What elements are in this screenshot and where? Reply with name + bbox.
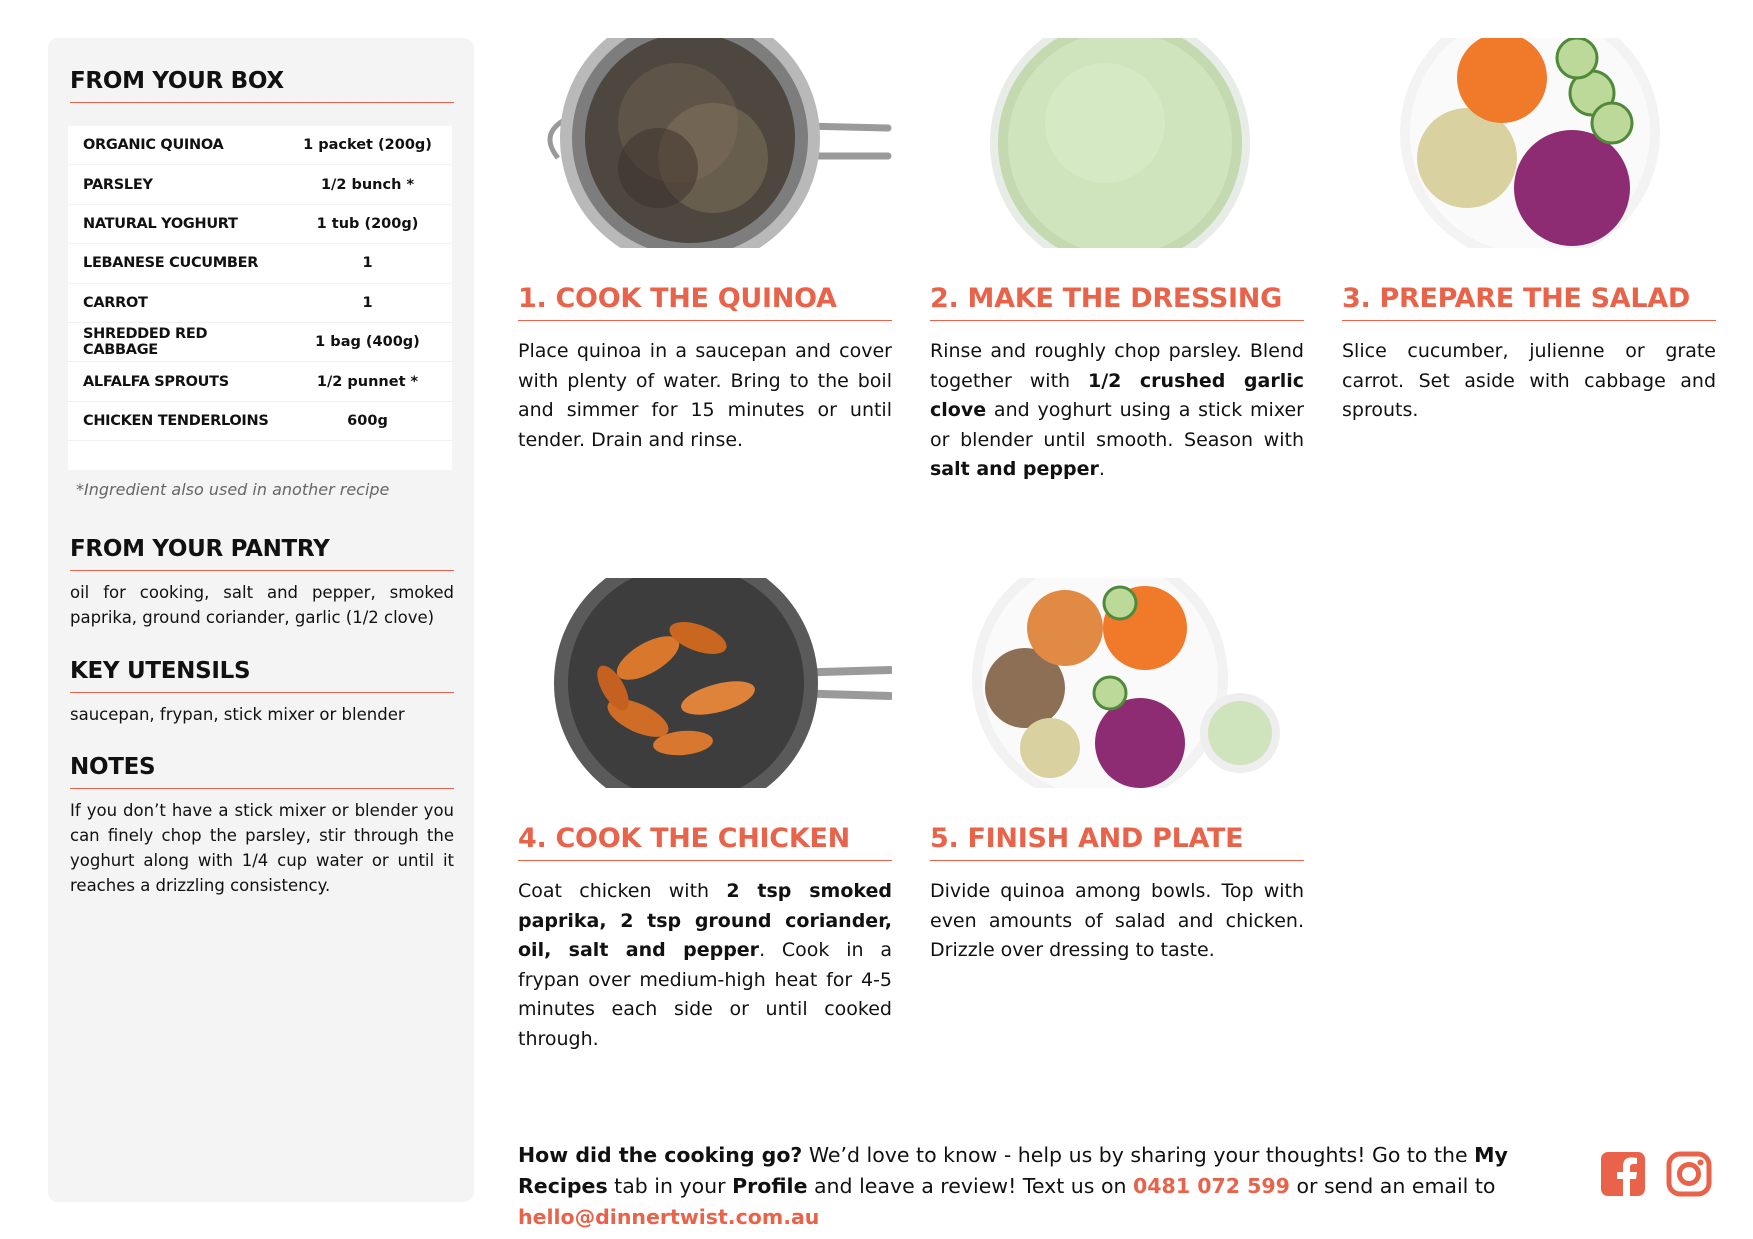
- step-4-title: 4. COOK THE CHICKEN: [518, 823, 892, 861]
- footer-text: and leave a review! Text us on: [807, 1174, 1134, 1198]
- from-your-box-title: FROM YOUR BOX: [70, 68, 454, 103]
- footer-text: or send an email to: [1289, 1174, 1496, 1198]
- ingredient-qty: 1/2 punnet *: [316, 373, 419, 390]
- ingredient-name: SHREDDED RED CABBAGE: [83, 326, 208, 359]
- notes-title: NOTES: [70, 754, 454, 789]
- ingredient-qty: 600g: [347, 412, 388, 429]
- ingredient-qty: 1: [362, 294, 373, 311]
- feedback-question: How did the cooking go?: [518, 1143, 803, 1167]
- utensils-text: saucepan, frypan, stick mixer or blender: [70, 705, 405, 724]
- ingredient-qty: 1 bag (400g): [315, 334, 420, 351]
- step-text: Divide quinoa among bowls. Top with even amounts of salad and chicken. Drizzle over dressing to taste.: [930, 880, 1304, 961]
- phone-number-link[interactable]: 0481 072 599: [1133, 1174, 1290, 1198]
- step-text: and yoghurt using a stick mixer or blender until smooth. Season with: [930, 399, 1304, 451]
- step-5-title: 5. FINISH AND PLATE: [930, 823, 1304, 861]
- ingredient-row: [68, 323, 452, 362]
- step-1: [518, 38, 892, 455]
- dressing-bowl-photo: [930, 38, 1304, 248]
- ingredient-row: [68, 126, 452, 165]
- step-1-title: 1. COOK THE QUINOA: [518, 283, 892, 321]
- ingredient-name: CARROT: [83, 294, 148, 311]
- instagram-icon[interactable]: [1666, 1151, 1712, 1197]
- key-utensils-title: KEY UTENSILS: [70, 658, 454, 693]
- step-4-body: [518, 877, 892, 1054]
- ingredient-row: [68, 205, 452, 244]
- pantry-text: oil for cooking, salt and pepper, smoked paprika, ground coriander, garlic (1/2 clove): [70, 583, 454, 627]
- my-recipes-link[interactable]: My Recipes: [518, 1143, 1508, 1198]
- ingredient-qty: 1 tub (200g): [316, 215, 419, 232]
- ingredients-table: [68, 126, 452, 470]
- from-your-pantry-title: FROM YOUR PANTRY: [70, 536, 454, 571]
- ingredient-qty: 1 packet (200g): [303, 137, 432, 154]
- ingredient-name: LEBANESE CUCUMBER: [83, 255, 259, 272]
- step-2-body: [930, 337, 1304, 485]
- ingredient-row: [68, 244, 452, 283]
- step-text: .: [1098, 458, 1105, 480]
- step-text: Rinse and roughly chop parsley. Blend together with: [930, 340, 1304, 392]
- ingredient-qty: 1: [362, 255, 373, 272]
- quinoa-strainer-photo: [518, 38, 892, 248]
- step-3-title: 3. PREPARE THE SALAD: [1342, 283, 1716, 321]
- ingredient-footnote: *Ingredient also used in another recipe: [76, 480, 390, 499]
- ingredient-row: [68, 362, 452, 401]
- feedback-message: [518, 1140, 1578, 1233]
- step-3: [1342, 38, 1716, 426]
- ingredients-sidebar: [48, 38, 474, 1202]
- ingredient-name: ALFALFA SPROUTS: [83, 373, 229, 390]
- profile-link[interactable]: Profile: [732, 1174, 808, 1198]
- ingredient-row: [68, 165, 452, 204]
- ingredient-name: ORGANIC QUINOA: [83, 137, 224, 154]
- chicken-pan-photo: [518, 578, 892, 788]
- step-text: . Cook in a frypan over medium-high heat for 4-5 minutes each side or until cooked through.: [518, 939, 892, 1050]
- salad-plate-photo: [1342, 38, 1716, 248]
- step-5-body: [930, 877, 1304, 966]
- ingredient-row: [68, 402, 452, 441]
- step-2-title: 2. MAKE THE DRESSING: [930, 283, 1304, 321]
- facebook-icon[interactable]: [1600, 1151, 1646, 1197]
- ingredient-row: [68, 284, 452, 323]
- finished-bowl-photo: [930, 578, 1304, 788]
- email-link[interactable]: hello@dinnertwist.com.au: [518, 1205, 820, 1229]
- step-text-bold: 1/2 crushed garlic clove: [930, 369, 1304, 421]
- step-text-bold: 2 tsp smoked paprika, 2 tsp ground coriander, oil, salt and pepper: [518, 880, 892, 961]
- step-text: Place quinoa in a saucepan and cover with plenty of water. Bring to the boil and simmer for 15 minutes or until tender. Drain and rinse.: [518, 340, 892, 451]
- footer-text: tab in your: [607, 1174, 733, 1198]
- footer-text: We’d love to know - help us by sharing your thoughts! Go to the: [802, 1143, 1475, 1167]
- ingredient-qty: 1/2 bunch *: [320, 176, 415, 193]
- step-3-body: [1342, 337, 1716, 426]
- ingredient-name: PARSLEY: [83, 176, 153, 193]
- step-2: [930, 38, 1304, 485]
- step-text-bold: salt and pepper: [930, 458, 1099, 480]
- step-text: Coat chicken with: [518, 880, 727, 902]
- ingredient-name: CHICKEN TENDERLOINS: [83, 412, 269, 429]
- step-text: Slice cucumber, julienne or grate carrot. Set aside with cabbage and sprouts.: [1342, 340, 1716, 421]
- step-4: [518, 578, 892, 1054]
- step-1-body: [518, 337, 892, 455]
- notes-text: If you don’t have a stick mixer or blender you can finely chop the parsley, stir through the yoghurt along with 1/4 cup water or until it reaches a drizzling consistency.: [70, 801, 454, 895]
- ingredient-name: NATURAL YOGHURT: [83, 215, 238, 232]
- step-5: [930, 578, 1304, 966]
